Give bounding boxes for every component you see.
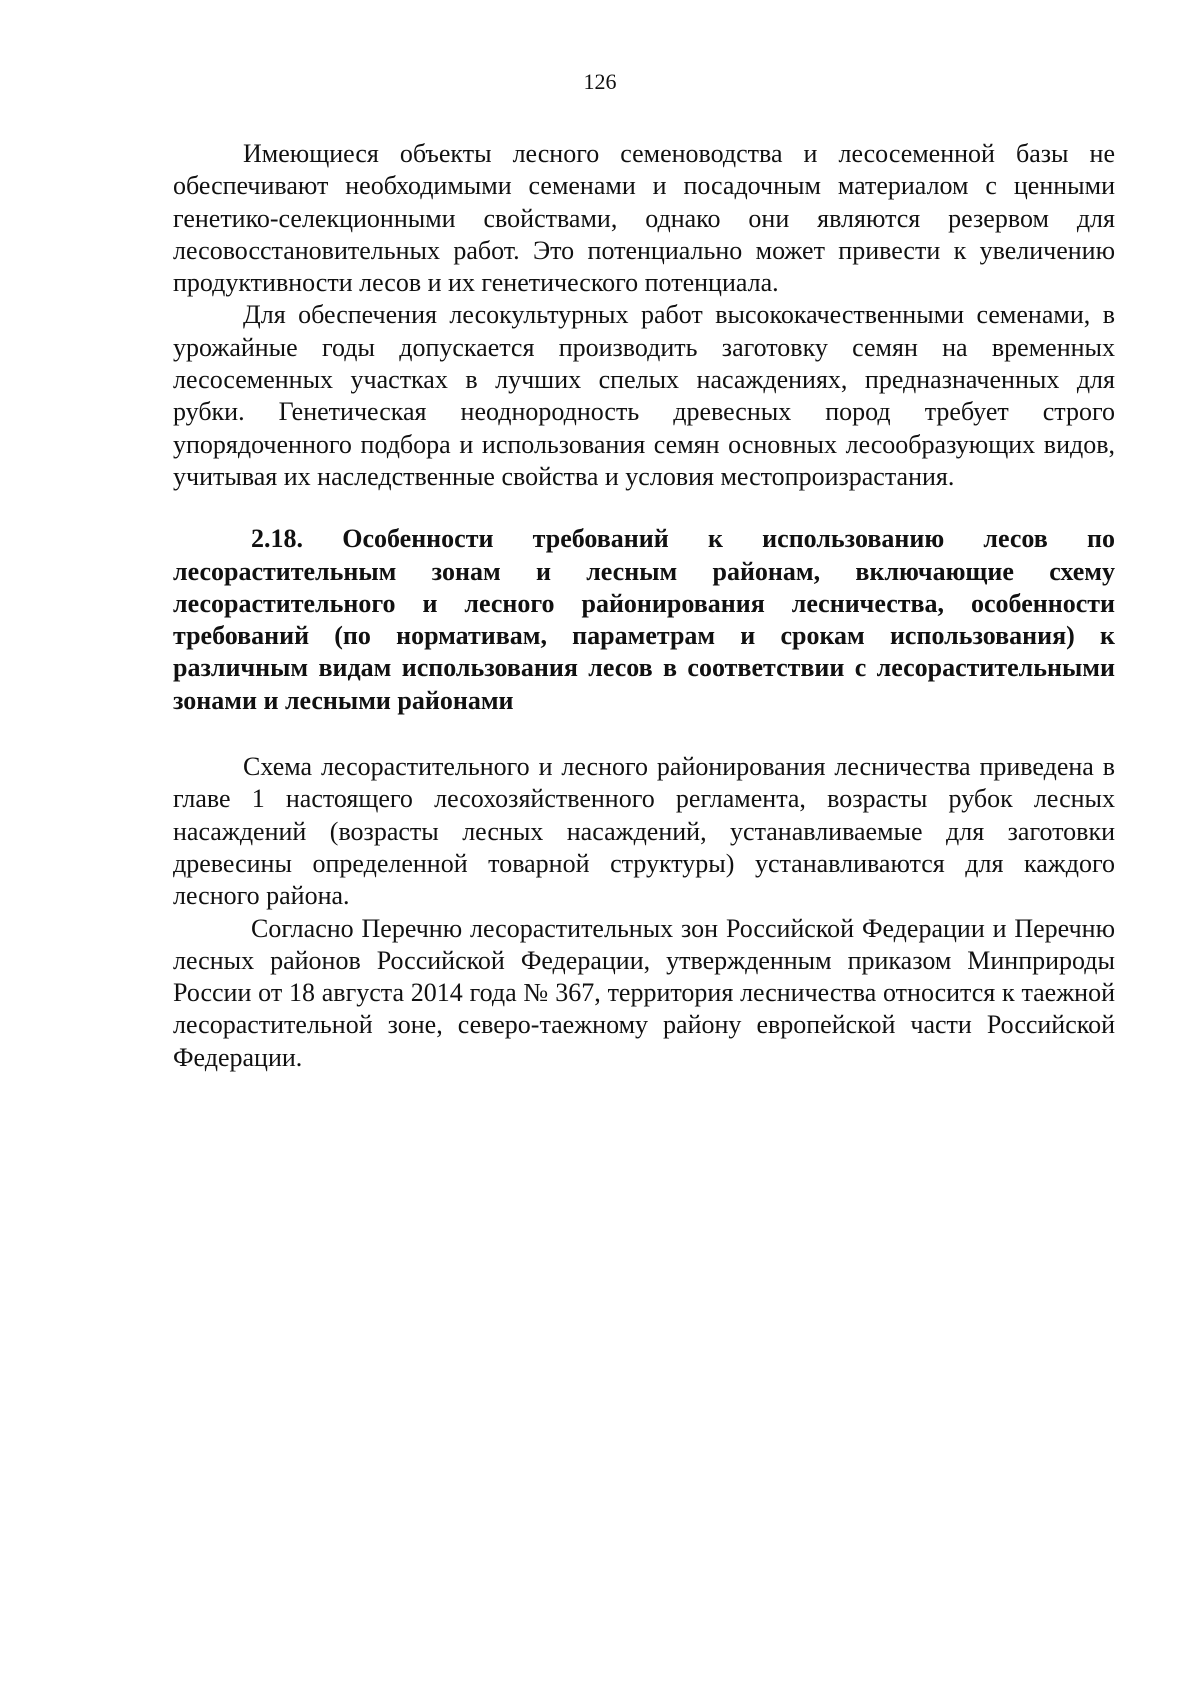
paragraph-forest-zone: Согласно Перечню лесорастительных зон Российской Федерации и Перечню лесных районов Российской Федерации, утвержденным приказом Минприроды России от 18 августа 2014 года № 367, территория лесничества относится к таежной лесорастительной зоне, северо-таежному району европейской части Российской Федерации. <box>173 913 1115 1072</box>
section-heading <box>173 523 1115 717</box>
paragraph-seed-harvest: Для обеспечения лесокультурных работ высококачественными семенами, в урожайные годы допускается производить заготовку семян на временных лесосеменных участках в лучших спелых насаждениях, предназначенных для рубки. Генетическая неоднородность древесных пород требует строго упорядоченного подбора и использования семян основных лесообразующих видов, учитывая их наследственные свойства и условия местопроизрастания. <box>173 300 1115 491</box>
paragraph-seed-base: Имеющиеся объекты лесного семеноводства и лесосеменной базы не обеспечивают необходимыми семенами и посадочным материалом с ценными генетико-селекционными свойствами, однако они являются резервом для лесовосстановительных работ. Это потенциально может привести к увеличению продуктивности лесов и их генетического потенциала. <box>173 139 1115 298</box>
paragraph-zoning-scheme: Схема лесорастительного и лесного районирования лесничества приведена в главе 1 настоящего лесохозяйственного регламента, возрасты рубок лесных насаждений (возрасты лесных насаждений, устанавливаемые для заготовки древесины определенной товарной структуры) устанавливаются для каждого лесного района. <box>173 752 1115 911</box>
page-content <box>173 138 1115 1074</box>
page-number: 126 <box>583 69 617 94</box>
section-title: Особенности требований к использованию лесов по лесорастительным зонам и лесным районам, включающие схему лесорастительного и лесного районирования лесничества, особенности требований (по нормативам, параметрам и срокам использования) к различным видам использования лесов в соответствии с лесорастительными зонами и лесными районами <box>173 524 1116 715</box>
section-number: 2.18. <box>251 524 303 554</box>
